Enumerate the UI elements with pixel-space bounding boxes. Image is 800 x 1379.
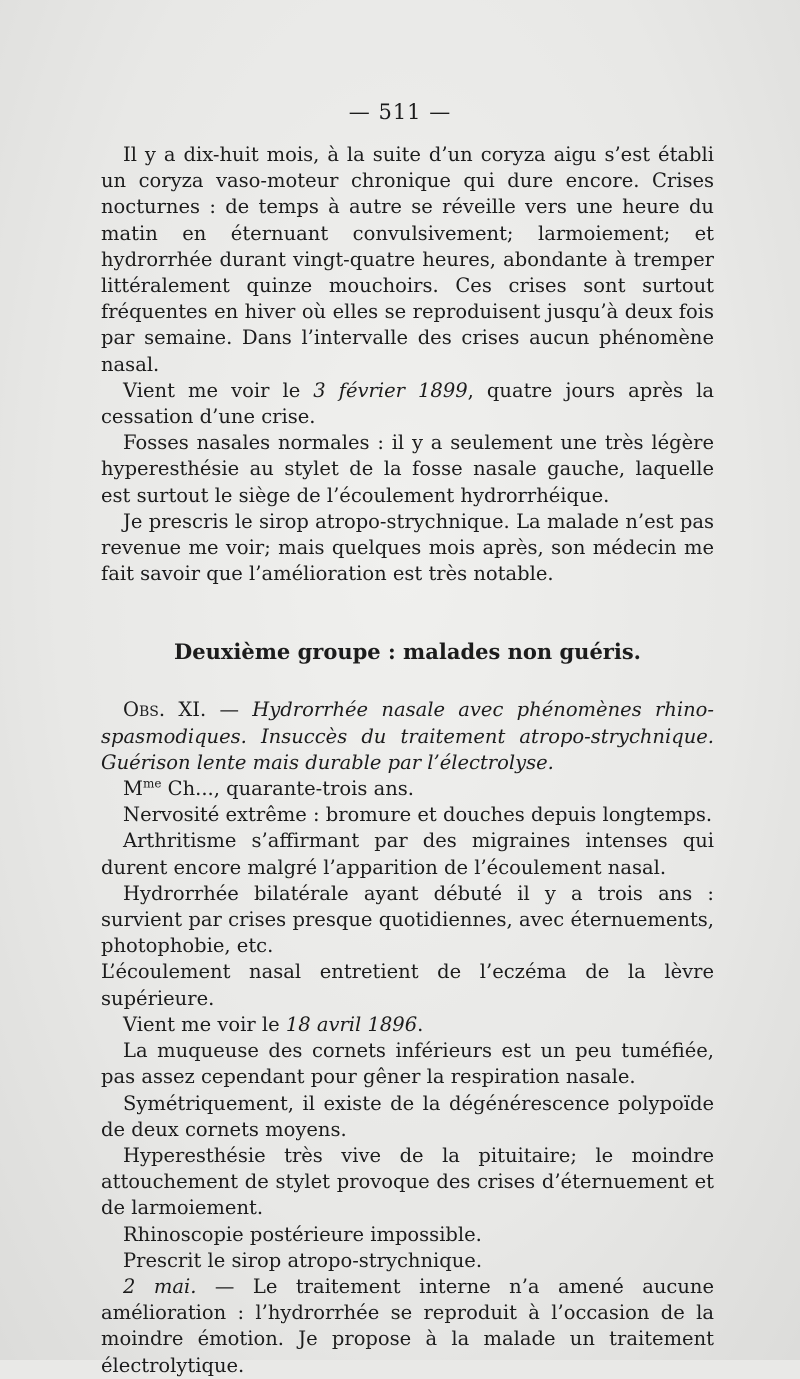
paragraph-rhinoscopy: Rhinoscopie postérieure impossible. [123,1222,482,1246]
paragraph-nervosity: Nervosité extrême : bromure et douches depuis longtemps. [123,803,713,827]
page-number: — 511 — [348,100,452,124]
paragraph-prescription: Je prescris le sirop atropo-strychnique. La malade n’est pas revenue me voir; mais quelques mois après, son médecin me fait savoir que l’amélioration est très notable. [101,509,714,586]
observation-label: Obs. XI. [123,698,207,722]
paragraph-visit-1: Vient me voir le 3 février 1899, quatre jours après la cessation d’une crise. [101,378,714,429]
visit-1-date: 3 février 1899 [313,378,468,402]
followup-date: 2 mai. [123,1274,197,1298]
observation-title: Hydrorrhée nasale avec phénomènes rhino-spasmodiques. Insuccès du traitement atropo-strychnique. Guérison lente mais durable par l’électrolyse. [101,698,714,774]
paragraph-hydrorrhea: Hydrorrhée bilatérale ayant débuté il y a trois ans : survient par crises presque quotidiennes, avec éternuements, photophobie, etc. [101,881,714,958]
section-title: Deuxième groupe : malades non guéris. [174,639,641,665]
paragraph-history: Il y a dix-huit mois, à la suite d’un coryza aigu s’est établi un coryza vaso-moteur chronique qui dure encore. Crises nocturnes : de temps à autre se réveille vers une heure du matin en éternuant convulsivement; larmoiement; et hydrorrhée durant vingt-quatre heures, abondante à tremper littéralement quinze mouchoirs. Ces crises sont surtout fréquentes en hiver où elles se reproduisent jusqu’à deux fois par semaine. Dans l’intervalle des crises aucun phénomène nasal. [101,143,714,376]
patient-line: $M^{me}$ Ch..., quarante-trois ans. [123,776,414,801]
paragraph-mucosa: La muqueuse des cornets inférieurs est un peu tuméfiée, pas assez cependant pour gêner la respiration nasale. [101,1039,714,1089]
paragraph-hyperesthesia: Hyperesthésie très vive de la pituitaire; le moindre attouchement de stylet provoque des crises d’éternuement et de larmoiement. [101,1143,714,1220]
paragraph-arthritism: Arthritisme s’affirmant par des migraines intenses qui durent encore malgré l’apparition de l’écoulement nasal. [101,829,714,879]
visit-2-date: 18 avril 1896 [285,1012,418,1036]
paragraph-polypoid: Symétriquement, il existe de la dégénérescence polypoïde de deux cornets moyens. [101,1091,714,1141]
paragraph-visit-2: Vient me voir le 18 avril 1896. [123,1012,424,1036]
observation-heading: Obs. XI. — Hydrorrhée nasale avec phénomènes rhino-spasmodiques. Insuccès du traitement atropo-strychnique. Guérison lente mais durable par l’électrolyse. [101,698,714,774]
body-text [101,142,714,1379]
paragraph-followup: 2 mai. — Le traitement interne n’a amené aucune amélioration : l’hydrorrhée se reproduit à l’occasion de la moindre émotion. Je propose à la malade un traitement électrolytique. [101,1274,714,1377]
paragraph-exam: Fosses nasales normales : il y a seulement une très légère hyperesthésie au stylet de la fosse nasale gauche, laquelle est surtout le siège de l’écoulement hydrorrhéique. [101,431,714,507]
paragraph-prescribed: Prescrit le sirop atropo-strychnique. [123,1248,483,1272]
paragraph-eczema: L’écoulement nasal entretient de l’eczéma de la lèvre supérieure. [101,960,714,1010]
